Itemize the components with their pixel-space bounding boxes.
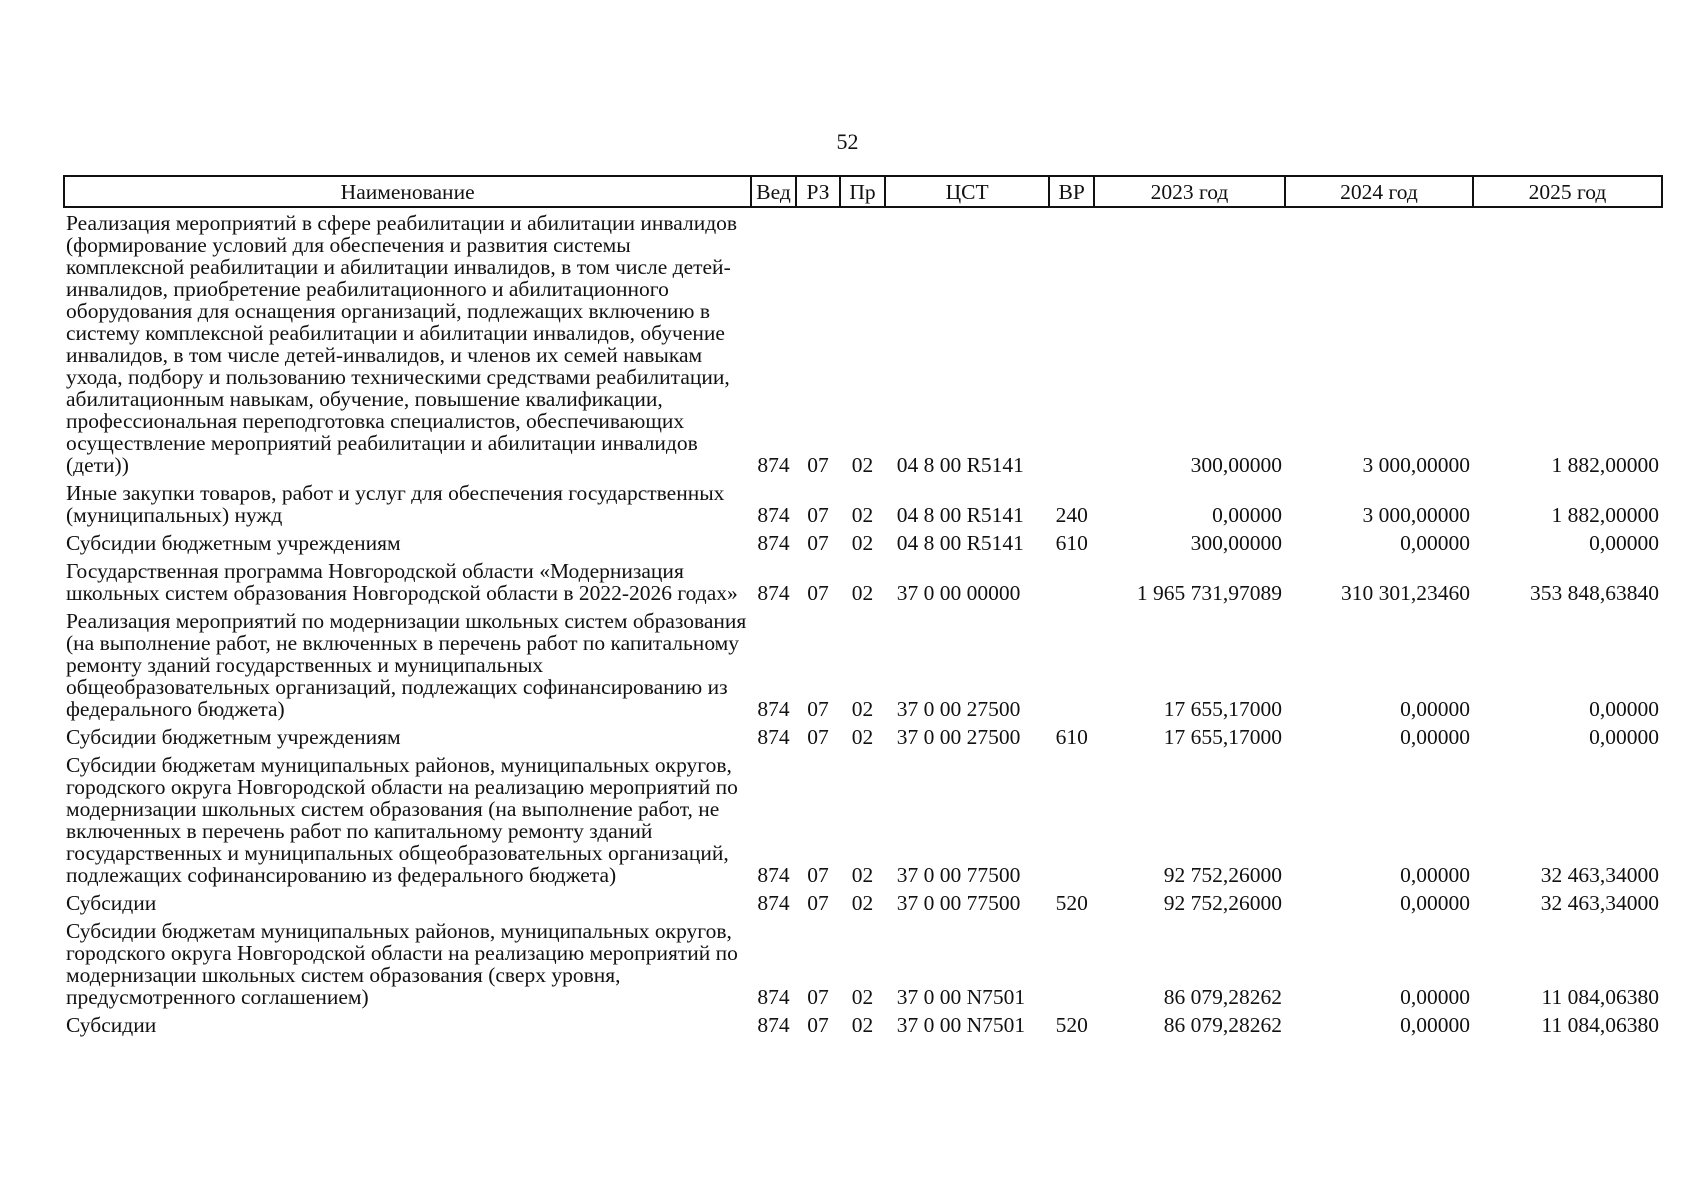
budget-table: [63, 175, 1663, 1042]
row-rz: 07: [807, 863, 829, 887]
row-vr: 520: [1055, 891, 1088, 915]
row-cst: 37 0 00 00000: [896, 581, 1021, 605]
column-header-name: Наименование: [64, 176, 751, 207]
row-name: Субсидии бюджетам муниципальных районов, муниципальных округов, городского округа Новгородской области на реализацию мероприятий по модернизации школьных систем образования (сверх уровня, предусмотренного соглашением): [66, 919, 738, 1009]
column-header-2025: 2025 год: [1473, 176, 1662, 207]
table-row: [64, 560, 1662, 610]
row-2024: 0,00000: [1400, 1013, 1470, 1037]
table-body: [64, 207, 1662, 1042]
row-vr: 610: [1055, 725, 1088, 749]
row-name: Субсидии бюджетным учреждениям: [66, 531, 401, 555]
row-pr: 02: [851, 725, 874, 749]
row-cst: 04 8 00 R5141: [896, 531, 1024, 555]
row-ved: 874: [757, 581, 790, 605]
column-header-vr: ВР: [1049, 176, 1093, 207]
column-header-rz: РЗ: [796, 176, 840, 207]
row-2025: 1 882,00000: [1551, 453, 1659, 477]
table-row: [64, 532, 1662, 560]
row-2023: 86 079,28262: [1163, 1013, 1282, 1037]
table-row: [64, 892, 1662, 920]
row-vr: 240: [1055, 503, 1088, 527]
row-cst: 37 0 00 N7501: [896, 985, 1026, 1009]
table-row: [64, 610, 1662, 726]
row-2025: 32 463,34000: [1540, 863, 1659, 887]
row-ved: 874: [757, 891, 790, 915]
row-2025: 32 463,34000: [1540, 891, 1659, 915]
row-ved: 874: [757, 453, 790, 477]
row-cst: 04 8 00 R5141: [896, 453, 1024, 477]
row-2025: 1 882,00000: [1551, 503, 1659, 527]
table-row: [64, 754, 1662, 892]
row-vr: [1049, 920, 1093, 1014]
row-cst: 37 0 00 27500: [896, 697, 1021, 721]
row-rz: 07: [807, 453, 829, 477]
table-header: [64, 176, 1662, 207]
row-pr: 02: [851, 985, 874, 1009]
row-vr: [1049, 560, 1093, 610]
row-2025: 0,00000: [1589, 531, 1659, 555]
row-cst: 37 0 00 27500: [896, 725, 1021, 749]
row-rz: 07: [807, 503, 829, 527]
row-2024: 0,00000: [1400, 531, 1470, 555]
row-2024: 0,00000: [1400, 725, 1470, 749]
table-row: [64, 207, 1662, 482]
row-vr: [1049, 610, 1093, 726]
row-pr: 02: [851, 453, 874, 477]
row-rz: 07: [807, 985, 829, 1009]
row-name: Государственная программа Новгородской области «Модернизация школьных систем образования Новгородской области в 2022-2026 годах»: [66, 559, 738, 605]
column-header-pr: Пр: [840, 176, 884, 207]
row-cst: 37 0 00 N7501: [896, 1013, 1026, 1037]
row-2024: 0,00000: [1400, 985, 1470, 1009]
row-vr: [1049, 207, 1093, 482]
row-2024: 3 000,00000: [1362, 503, 1470, 527]
row-name: Реализация мероприятий по модернизации школьных систем образования (на выполнение работ, не включенных в перечень работ по капитальному ремонту зданий государственных и муниципальных общеобразовательных организаций, подлежащих софинансированию из федерального бюджета): [66, 609, 747, 721]
row-pr: 02: [851, 581, 874, 605]
row-pr: 02: [851, 891, 874, 915]
table-row: [64, 920, 1662, 1014]
row-ved: 874: [757, 503, 790, 527]
row-2024: 310 301,23460: [1340, 581, 1470, 605]
column-header-ved: Вед: [751, 176, 795, 207]
row-pr: 02: [851, 503, 874, 527]
row-name: Реализация мероприятий в сфере реабилитации и абилитации инвалидов (формирование условий для обеспечения и развития системы комплексной реабилитации и абилитации инвалидов, в том числе детей-инвалидов, приобретение реабилитационного и абилитационного оборудования для оснащения организаций, подлежащих включению в систему комплексной реабилитации и абилитации инвалидов, обучение инвалидов, в том числе детей-инвалидов, и членов их семей навыкам ухода, подбору и пользованию техническими средствами реабилитации, абилитационным навыкам, обучение, повышение квалификации, профессиональная переподготовка специалистов, обеспечивающих осуществление мероприятий реабилитации и абилитации инвалидов (дети)): [66, 211, 738, 477]
row-rz: 07: [807, 891, 829, 915]
row-ved: 874: [757, 697, 790, 721]
row-name: Субсидии: [66, 1013, 157, 1037]
row-2024: 0,00000: [1400, 697, 1470, 721]
row-name: Субсидии: [66, 891, 157, 915]
row-rz: 07: [807, 581, 829, 605]
row-rz: 07: [807, 531, 829, 555]
row-2024: 0,00000: [1400, 863, 1470, 887]
row-ved: 874: [757, 863, 790, 887]
row-name: Субсидии бюджетным учреждениям: [66, 725, 401, 749]
row-ved: 874: [757, 531, 790, 555]
row-2025: 0,00000: [1589, 725, 1659, 749]
row-rz: 07: [807, 697, 829, 721]
row-vr: 610: [1055, 531, 1088, 555]
row-rz: 07: [807, 1013, 829, 1037]
row-vr: [1049, 754, 1093, 892]
column-header-2023: 2023 год: [1094, 176, 1285, 207]
page-number: 52: [836, 129, 859, 154]
table-row: [64, 482, 1662, 532]
row-2023: 17 655,17000: [1163, 725, 1282, 749]
row-2025: 11 084,06380: [1541, 1013, 1659, 1037]
header-row: [64, 176, 1662, 207]
row-2024: 0,00000: [1400, 891, 1470, 915]
column-header-cst: ЦСТ: [885, 176, 1050, 207]
row-name: Иные закупки товаров, работ и услуг для обеспечения государственных (муниципальных) нужд: [66, 481, 725, 527]
row-2023: 0,00000: [1212, 503, 1282, 527]
row-vr: 520: [1055, 1013, 1088, 1037]
row-2025: 353 848,63840: [1530, 581, 1659, 605]
row-cst: 04 8 00 R5141: [896, 503, 1024, 527]
row-2023: 1 965 731,97089: [1136, 581, 1282, 605]
table-row: [64, 726, 1662, 754]
row-pr: 02: [851, 863, 874, 887]
row-name: Субсидии бюджетам муниципальных районов, муниципальных округов, городского округа Новгородской области на реализацию мероприятий по модернизации школьных систем образования (на выполнение работ, не включенных в перечень работ по капитальному ремонту зданий государственных и муниципальных общеобразовательных организаций, подлежащих софинансированию из федерального бюджета): [66, 753, 738, 887]
row-2023: 17 655,17000: [1163, 697, 1282, 721]
row-pr: 02: [851, 531, 874, 555]
row-2023: 300,00000: [1190, 531, 1282, 555]
row-2023: 86 079,28262: [1163, 985, 1282, 1009]
row-pr: 02: [851, 697, 874, 721]
column-header-2024: 2024 год: [1285, 176, 1473, 207]
row-2025: 11 084,06380: [1541, 985, 1659, 1009]
row-2024: 3 000,00000: [1362, 453, 1470, 477]
row-cst: 37 0 00 77500: [896, 863, 1021, 887]
row-ved: 874: [757, 725, 790, 749]
row-cst: 37 0 00 77500: [896, 891, 1021, 915]
row-2025: 0,00000: [1589, 697, 1659, 721]
row-2023: 92 752,26000: [1163, 891, 1282, 915]
row-2023: 92 752,26000: [1163, 863, 1282, 887]
table-row: [64, 1014, 1662, 1042]
row-ved: 874: [757, 985, 790, 1009]
row-rz: 07: [807, 725, 829, 749]
row-ved: 874: [757, 1013, 790, 1037]
row-2023: 300,00000: [1190, 453, 1282, 477]
row-pr: 02: [851, 1013, 874, 1037]
